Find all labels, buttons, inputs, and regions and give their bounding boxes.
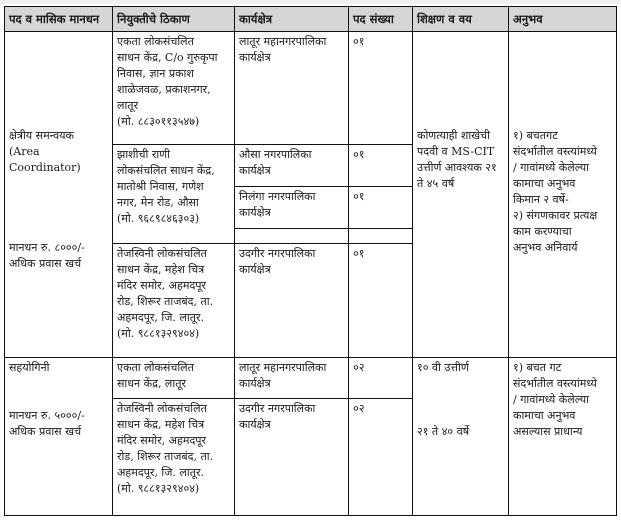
post-title: सहयोगिनी bbox=[9, 360, 50, 374]
count-cell-empty bbox=[349, 228, 413, 244]
count-cell: ०१ bbox=[349, 244, 413, 357]
count-cell: ०२ bbox=[349, 357, 413, 399]
education-cell-sahayogini: १० वी उत्तीर्ण २१ ते ४० वर्षे bbox=[413, 357, 509, 515]
post-pay: मानधन रु. ८०००/- bbox=[9, 241, 85, 254]
area-cell: निलंगा नगरपालिका कार्यक्षेत्र bbox=[235, 186, 349, 228]
count-cell: ०१ bbox=[349, 145, 413, 187]
recruitment-table bbox=[4, 6, 617, 516]
count-cell: ०२ bbox=[349, 399, 413, 516]
area-cell: लातूर महानगरपालिका कार्यक्षेत्र bbox=[235, 32, 349, 145]
col-header-count: पद संख्या bbox=[349, 7, 413, 32]
col-header-experience: अनुभव bbox=[509, 7, 617, 32]
col-header-place: नियुक्तीचे ठिकाण bbox=[113, 7, 235, 32]
area-cell: औसा नगरपालिका कार्यक्षेत्र bbox=[235, 145, 349, 187]
experience-cell-sahayogini: १) बचत गट संदर्भातील वस्त्यांमध्ये / गावांमध्ये केलेल्या कामाचा अनुभव असल्यास प्राधान्य bbox=[509, 357, 617, 515]
post-title-en-2: Coordinator) bbox=[9, 161, 81, 174]
col-header-post: पद व मासिक मानधन bbox=[5, 7, 113, 32]
place-cell: तेजस्विनी लोकसंचलित साधन केंद्र, महेश चित्र मंदिर समोर, अहमदपूर रोड, शिरूर ताजबंद, ता. अहमदपूर, जि. लातूर. (मो. ९८८१३२९४०४) bbox=[113, 399, 235, 516]
table-row bbox=[5, 32, 617, 145]
place-cell: एकता लोकसंचलित साधन केंद्र, लातूर bbox=[113, 357, 235, 399]
experience-cell-coordinator: १) बचतगट संदर्भातील वस्त्यांमध्ये / गावांमध्ये केलेल्या कामाचा अनुभव किमान २ वर्षे- २) संगणकावर प्रत्यक्ष काम करण्याचा अनुभव अनिवार्य bbox=[509, 32, 617, 358]
header-row bbox=[5, 7, 617, 32]
place-cell: झाशीची राणी लोकसंचलित साधन केंद्र, मातोश्री निवास, गणेश नगर, मेन रोड, औसा (मो. ९६८९८४६३०३) bbox=[113, 145, 235, 244]
area-cell: उदगीर नगरपालिका कार्यक्षेत्र bbox=[235, 244, 349, 357]
place-cell: तेजस्विनी लोकसंचलित साधन केंद्र, महेश चित्र मंदिर समोर, अहमदपूर रोड, शिरूर ताजबंद, ता. अहमदपूर, जि. लातूर. (मो. ९८८१३२९४०४) bbox=[113, 244, 235, 357]
post-title: क्षेत्रीय समन्वयक bbox=[9, 129, 74, 142]
place-cell: एकता लोकसंचलित साधन केंद्र, C/o गुरुकृपा निवास, ज्ञान प्रकाश शाळेजवळ, प्रकाशनगर, लातूर (मो. ८८३०११३५४७) bbox=[113, 32, 235, 145]
post-cell-coordinator bbox=[5, 32, 113, 358]
post-pay: मानधन रु. ५०००/- bbox=[9, 408, 85, 422]
count-cell: ०१ bbox=[349, 32, 413, 145]
col-header-area: कार्यक्षेत्र bbox=[235, 7, 349, 32]
education-cell-coordinator: कोणत्याही शाखेची पदवी व MS-CIT उत्तीर्ण आवश्यक २१ ते ४५ वर्ष bbox=[413, 32, 509, 358]
top-edge bbox=[0, 0, 621, 4]
table-row bbox=[5, 357, 617, 399]
post-title-en: (Area bbox=[9, 145, 40, 158]
col-header-education: शिक्षण व वय bbox=[413, 7, 509, 32]
post-travel: अधिक प्रवास खर्च bbox=[9, 424, 82, 438]
post-travel: अधिक प्रवास खर्च bbox=[9, 257, 82, 270]
area-cell-empty bbox=[235, 228, 349, 244]
count-cell: ०१ bbox=[349, 186, 413, 228]
area-cell: लातूर महानगरपालिका कार्यक्षेत्र bbox=[235, 357, 349, 399]
post-cell-sahayogini bbox=[5, 357, 113, 515]
area-cell: उदगीर नगरपालिका कार्यक्षेत्र bbox=[235, 399, 349, 516]
